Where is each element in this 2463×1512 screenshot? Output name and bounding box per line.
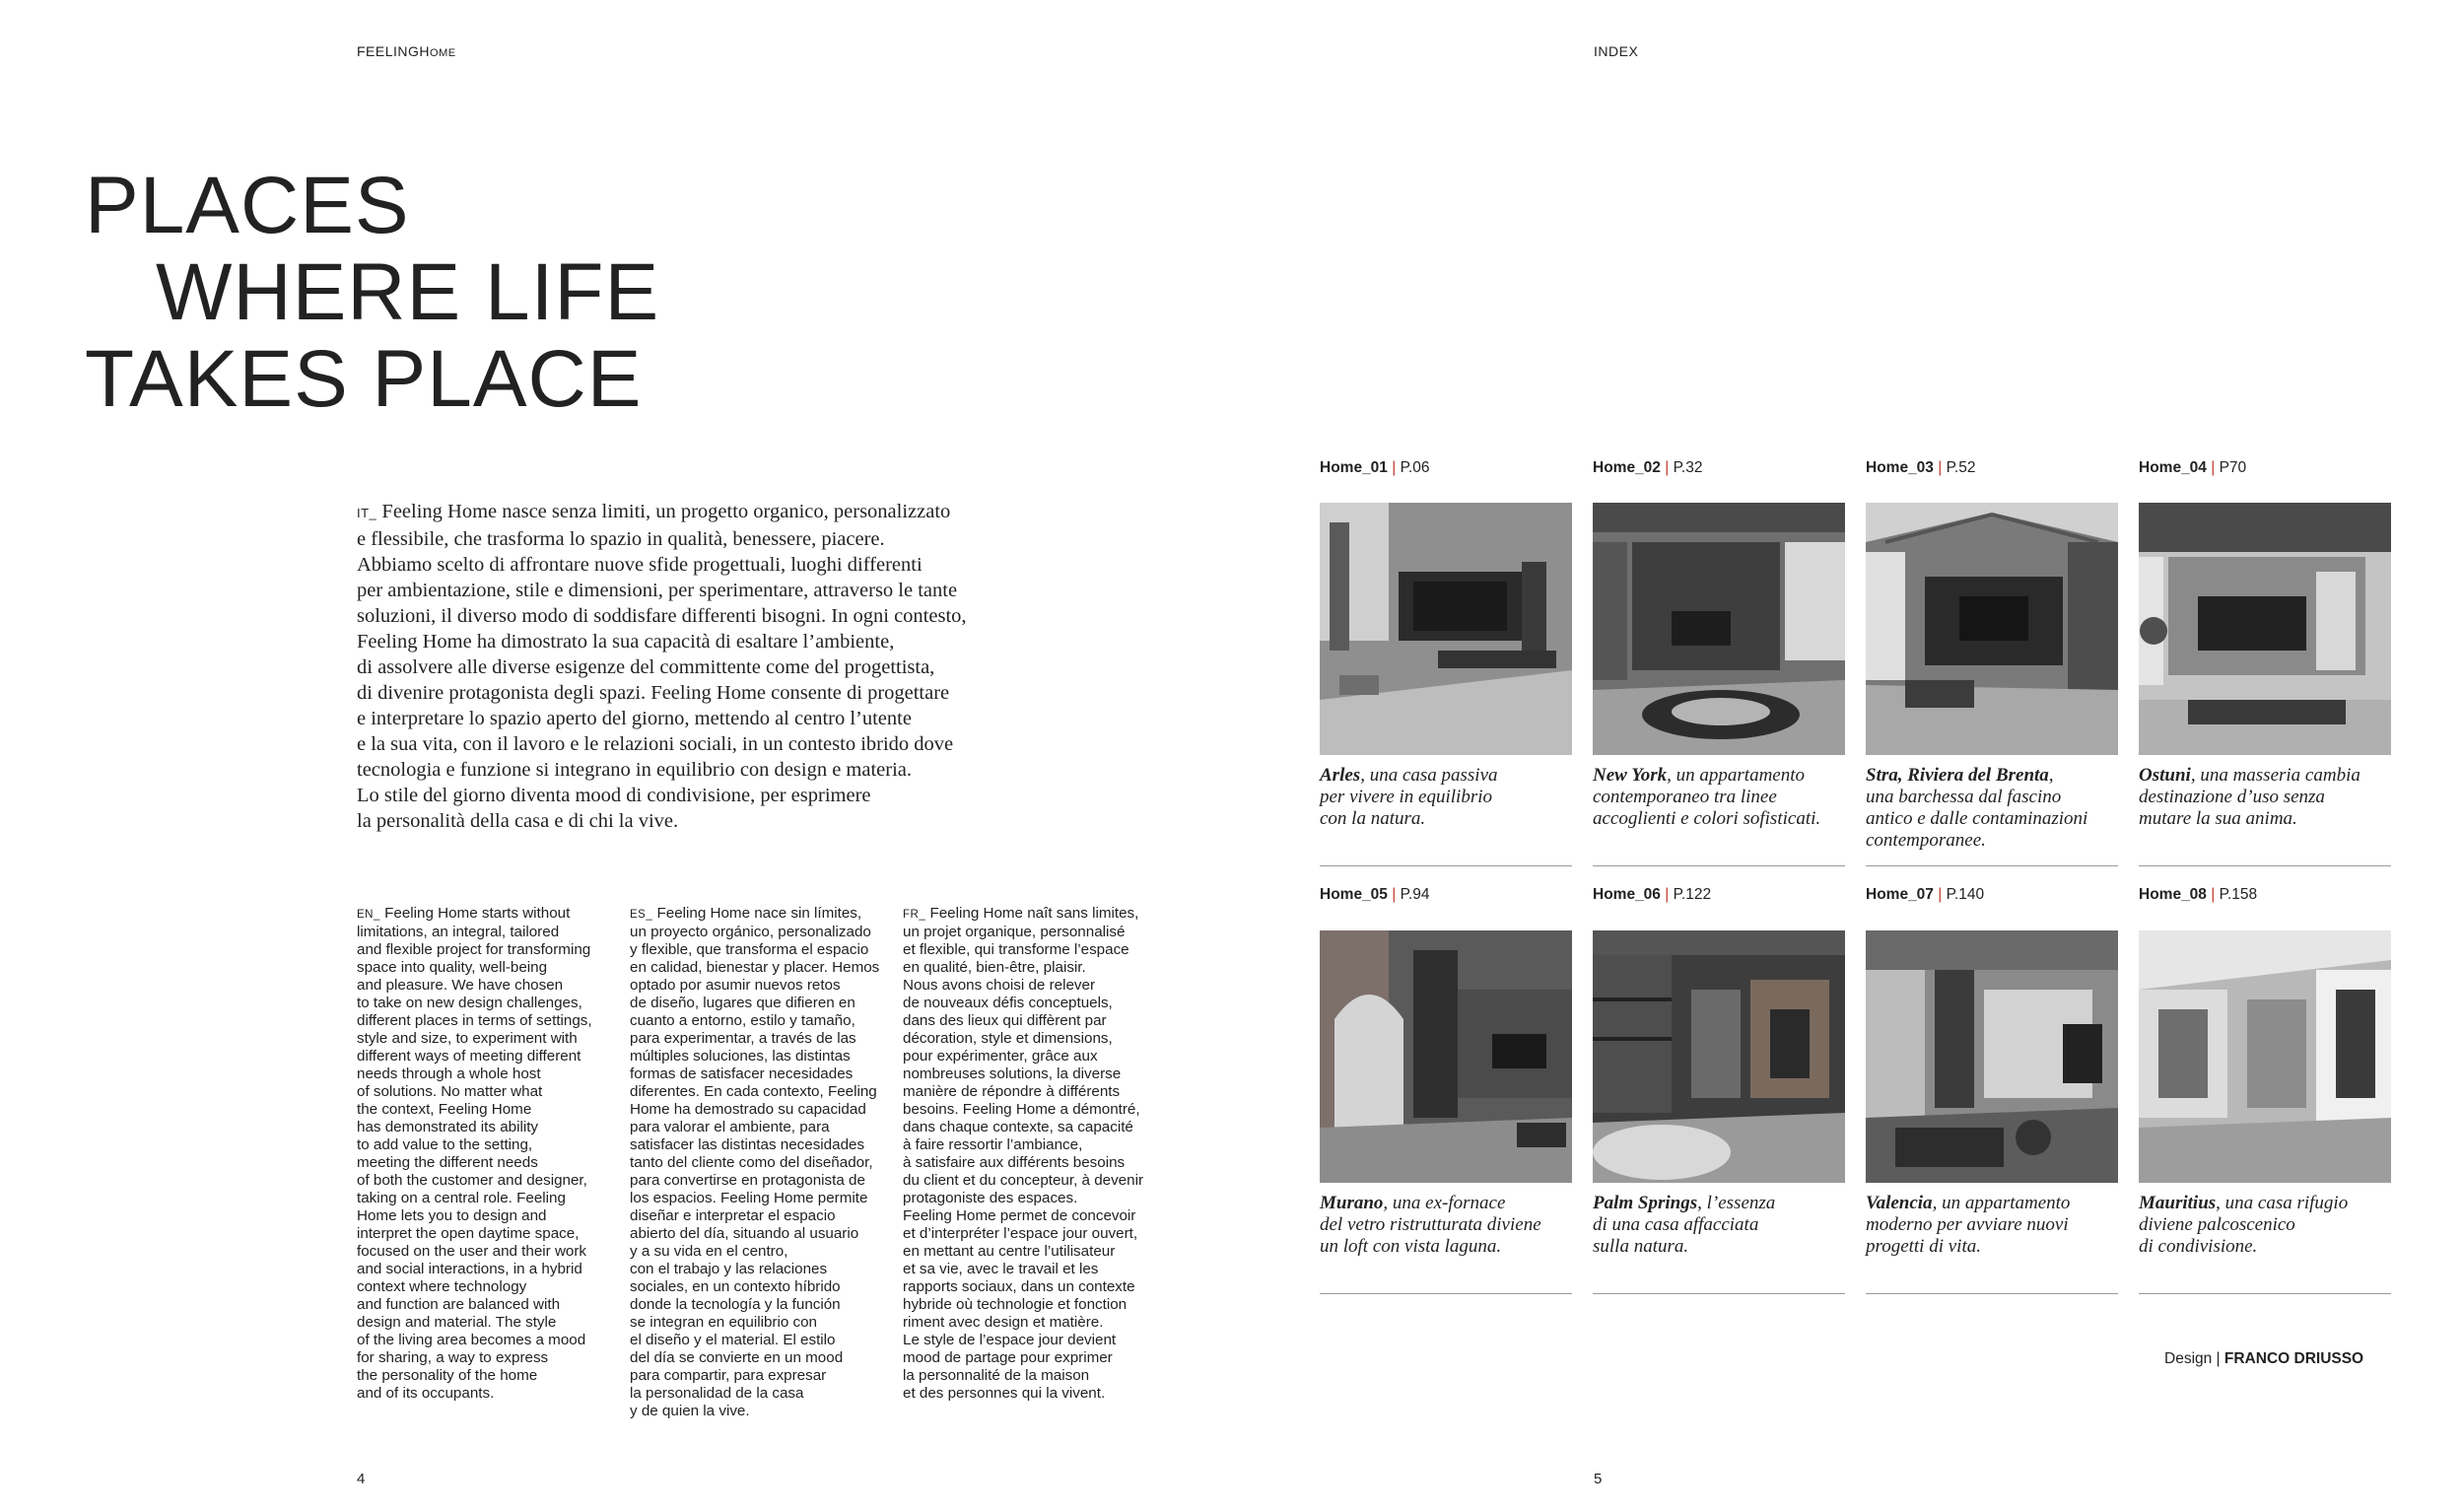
home-caption <box>1866 1193 2122 1258</box>
home-caption <box>1593 1193 1849 1258</box>
home-code: Home_06 <box>1593 886 1661 903</box>
divider <box>2139 1293 2391 1294</box>
divider <box>1593 1293 1845 1294</box>
home-label[interactable]: Home_08 | P.158 <box>2139 886 2258 903</box>
living-room-photo-icon <box>1593 930 1845 1183</box>
home-code: Home_01 <box>1320 459 1388 476</box>
home-code: Home_07 <box>1866 886 1934 903</box>
home-description: , una ex-fornace del vetro ristrutturata diviene un loft con vista laguna. <box>1320 1193 1541 1257</box>
living-room-photo-icon <box>1593 503 1845 755</box>
brand-text: FEELINGH <box>357 43 431 59</box>
page-number-left: 4 <box>357 1471 366 1487</box>
home-caption <box>1320 765 1576 830</box>
english-column <box>357 905 613 1403</box>
home-page: P.32 <box>1673 459 1703 476</box>
divider <box>1320 865 1572 866</box>
divider <box>1866 865 2118 866</box>
home-page: P.06 <box>1400 459 1430 476</box>
home-thumbnail[interactable] <box>1320 503 1572 755</box>
brand-header <box>357 43 456 59</box>
italian-paragraph <box>357 499 1047 834</box>
home-label[interactable]: Home_05 | P.94 <box>1320 886 1430 903</box>
design-credit <box>2164 1350 2363 1368</box>
title-line-3: TAKES PLACE <box>85 334 643 424</box>
home-page: P.52 <box>1946 459 1976 476</box>
lang-prefix-en: EN_ <box>357 909 380 921</box>
spanish-column <box>630 905 886 1420</box>
french-column <box>903 905 1159 1403</box>
home-place: Murano <box>1320 1193 1384 1213</box>
home-place: Mauritius <box>2139 1193 2217 1213</box>
living-room-photo-icon <box>2139 930 2391 1183</box>
home-page: P70 <box>2219 459 2247 476</box>
living-room-photo-icon <box>1320 930 1572 1183</box>
home-description: , un appartamento contemporaneo tra linee accoglienti e colori sofisticati. <box>1593 765 1821 829</box>
home-thumbnail[interactable] <box>1866 503 2118 755</box>
home-label[interactable]: Home_02 | P.32 <box>1593 459 1703 476</box>
home-code: Home_05 <box>1320 886 1388 903</box>
home-thumbnail[interactable] <box>2139 930 2391 1183</box>
lang-prefix-fr: FR_ <box>903 909 926 921</box>
living-room-photo-icon <box>1320 503 1572 755</box>
divider <box>1866 1293 2118 1294</box>
spanish-body: Feeling Home nace sin límites, un proyecto orgánico, personalizado y flexible, que transforma el espacio en calidad, bienestar y placer. Hemos optado por asumir nuevos retos de diseño, lugares que difieren en cuanto a entorno, estilo y tamaño, para experimentar, a través de las múltiples soluciones, las distintas formas de satisfacer necesidades diferentes. En cada contexto, Feeling Home ha demostrado su capacidad para valorar el ambiente, para satisfacer las distintas necesidades tanto del cliente como del diseñador, para convertirse en protagonista de los espacios. Feeling Home permite diseñar e interpretar el espacio abierto del día, situando al usuario y a su vida en el centro, con el trabajo y las relaciones sociales, en un contexto híbrido donde la tecnología y la función se integran en equilibrio con el diseño y el material. El estilo del día se convierte en un mood para compartir, para expresar la personalidad de la casa y de quien la vive. <box>630 905 880 1419</box>
page-number-right: 5 <box>1594 1471 1603 1487</box>
living-room-photo-icon <box>1866 503 2118 755</box>
home-place: Stra, Riviera del Brenta <box>1866 765 2049 786</box>
lang-prefix-es: ES_ <box>630 909 653 921</box>
divider <box>1320 1293 1572 1294</box>
home-description: , un appartamento moderno per avviare nuovi progetti di vita. <box>1866 1193 2071 1257</box>
home-description: , una barchessa dal fascino antico e dalle contaminazioni contemporanee. <box>1866 765 2088 851</box>
home-caption <box>1593 765 1849 830</box>
home-caption <box>1866 765 2122 852</box>
home-page: P.94 <box>1400 886 1430 903</box>
home-label[interactable]: Home_06 | P.122 <box>1593 886 1712 903</box>
home-thumbnail[interactable] <box>1320 930 1572 1183</box>
home-place: Ostuni <box>2139 765 2191 786</box>
french-body: Feeling Home naît sans limites, un projet organique, personnalisé et flexible, qui transforme l’espace en qualité, bien-être, plaisir. Nous avons choisi de relever de nouveaux défis conceptuels, dans des lieux qui diffèrent par décoration, style et dimensions, pour expérimenter, grâce aux nombreuses solutions, la diverse manière de répondre à différents besoins. Feeling Home a démontré, dans chaque contexte, sa capacité à faire ressortir l’ambiance, à satisfaire aux différents besoins du client et du concepteur, à devenir protagoniste des espaces. Feeling Home permet de concevoir et d’interpréter l’espace jour ouvert, en mettant au centre l’utilisateur et sa vie, avec le travail et les rapports sociaux, dans un contexte hybride où technologie et fonction riment avec design et matière. Le style de l’espace jour devient mood de partage pour exprimer la personnalité de la maison et des personnes qui la vivent. <box>903 905 1144 1402</box>
home-place: Arles <box>1320 765 1361 786</box>
home-thumbnail[interactable] <box>2139 503 2391 755</box>
home-thumbnail[interactable] <box>1866 930 2118 1183</box>
page-title <box>85 163 659 423</box>
living-room-photo-icon <box>2139 503 2391 755</box>
home-code: Home_03 <box>1866 459 1934 476</box>
index-header: INDEX <box>1594 43 1639 59</box>
home-description: , una casa passiva per vivere in equilibrio con la natura. <box>1320 765 1498 829</box>
home-caption <box>2139 1193 2395 1258</box>
home-caption <box>2139 765 2395 830</box>
home-description: , una masseria cambia destinazione d’uso senza mutare la sua anima. <box>2139 765 2360 829</box>
home-place: New York <box>1593 765 1668 786</box>
home-label[interactable]: Home_01 | P.06 <box>1320 459 1430 476</box>
home-caption <box>1320 1193 1576 1258</box>
home-page: P.140 <box>1946 886 1985 903</box>
designer-name: FRANCO DRIUSSO <box>2224 1350 2364 1367</box>
home-code: Home_08 <box>2139 886 2207 903</box>
credit-label: Design | <box>2164 1350 2224 1367</box>
home-thumbnail[interactable] <box>1593 930 1845 1183</box>
home-page: P.122 <box>1673 886 1712 903</box>
home-label[interactable]: Home_03 | P.52 <box>1866 459 1976 476</box>
divider <box>2139 865 2391 866</box>
home-page: P.158 <box>2219 886 2258 903</box>
title-line-1: PLACES <box>85 161 410 250</box>
english-body: Feeling Home starts without limitations, an integral, tailored and flexible project for transforming space into quality, well-being and pleasure. We have chosen to take on new design challenges, different places in terms of settings, style and size, to experiment with different ways of meeting different needs through a whole host of solutions. No matter what the context, Feeling Home has demonstrated its ability to add value to the setting, meeting the different needs of both the customer and designer, taking on a central role. Feeling Home lets you to design and interpret the open daytime space, focused on the user and their work and social interactions, in a hybrid context where technology and function are balanced with design and material. The style of the living area becomes a mood for sharing, a way to express the personality of the home and of its occupants. <box>357 905 592 1402</box>
lang-prefix-it: IT_ <box>357 506 377 520</box>
home-label[interactable]: Home_04 | P70 <box>2139 459 2247 476</box>
home-place: Palm Springs <box>1593 1193 1698 1213</box>
home-description: , una casa rifugio diviene palcoscenico di condivisione. <box>2139 1193 2349 1257</box>
home-description: , l’essenza di una casa affacciata sulla natura. <box>1593 1193 1776 1257</box>
title-line-2: WHERE LIFE <box>156 247 660 337</box>
italian-body: Feeling Home nasce senza limiti, un progetto organico, personalizzato e flessibile, che trasforma lo spazio in qualità, benessere, piacere. Abbiamo scelto di affrontare nuove sfide progettuali, luoghi differenti per ambientazione, stile e dimensioni, per sperimentare, attraverso le tante soluzioni, il diverso modo di soddisfare differenti bisogni. In ogni contesto, Feeling Home ha dimostrato la sua capacità di esaltare l’ambiente, di assolvere alle diverse esigenze del committente come del progettista, di divenire protagonista degli spazi. Feeling Home consente di progettare e interpretare lo spazio aperto del giorno, mettendo al centro l’utente e la sua vita, con il lavoro e le relazioni sociali, in un contesto ibrido dove tecnologia e funzione si integrano in equilibrio con design e materia. Lo stile del giorno diventa mood di condivisione, per esprimere la personalità della casa e di chi la vive. <box>357 501 967 832</box>
brand-text-small: OME <box>430 47 456 59</box>
divider <box>1593 865 1845 866</box>
home-code: Home_02 <box>1593 459 1661 476</box>
home-place: Valencia <box>1866 1193 1933 1213</box>
home-code: Home_04 <box>2139 459 2207 476</box>
home-label[interactable]: Home_07 | P.140 <box>1866 886 1985 903</box>
home-thumbnail[interactable] <box>1593 503 1845 755</box>
living-room-photo-icon <box>1866 930 2118 1183</box>
